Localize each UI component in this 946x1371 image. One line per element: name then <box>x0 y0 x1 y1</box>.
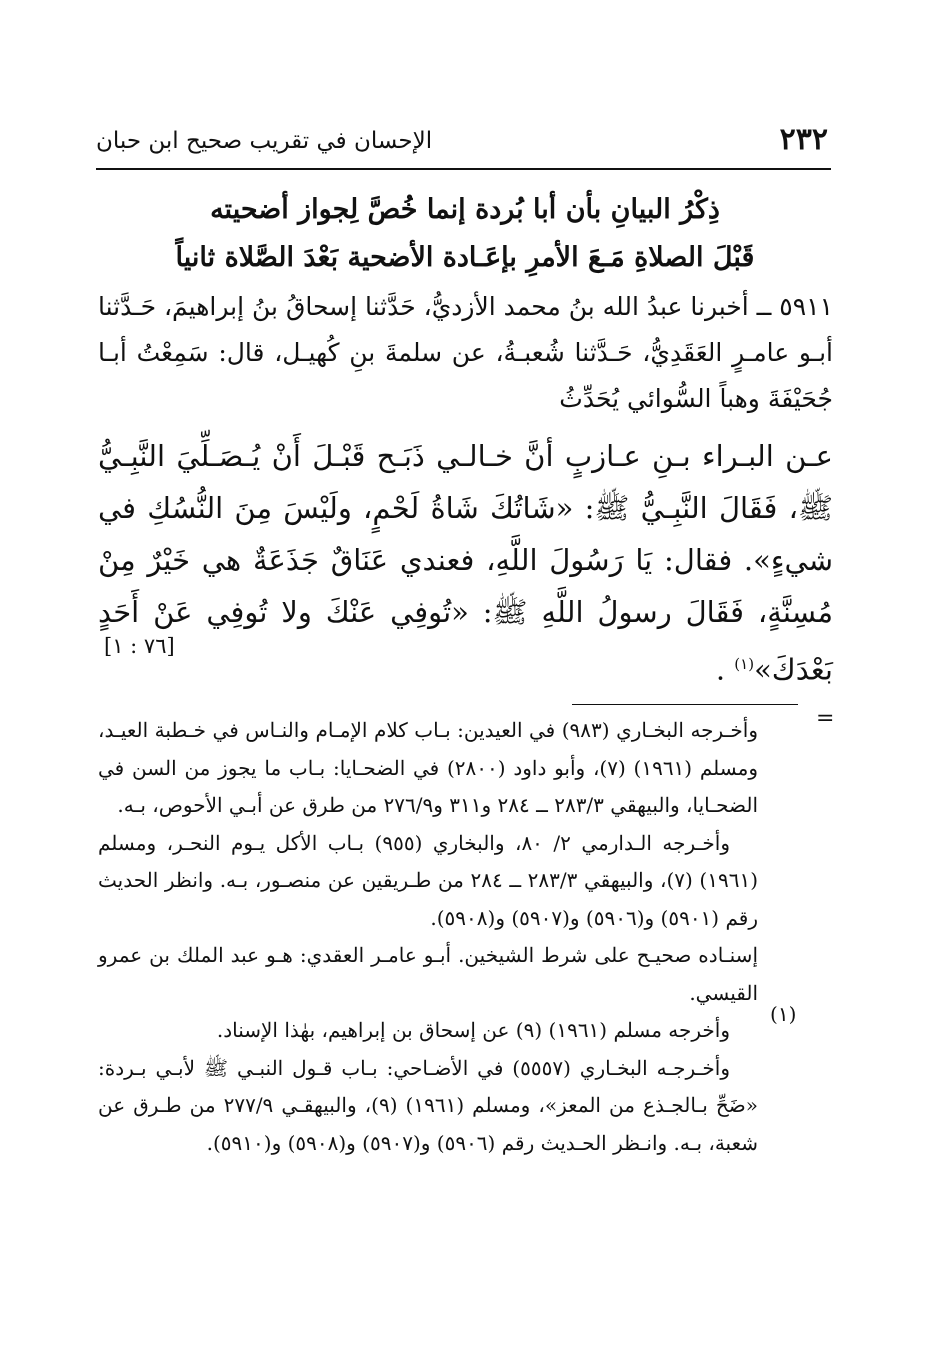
hadith-text <box>98 430 833 696</box>
footnote-paragraph: وأخـرجـه البخـاري (٥٥٥٧) في الأضـاحي: بـاب قـول النبـي ﷺ لأبـي بـردة: «ضَحِّ بـالجـذع من المعز»، ومسلم (١٩٦١) (٩)، والبيهقـي ٢٧٧/٩ من طـرق عن شعبة، بـه. وانـظر الحـديث رقم (٥٩٠٦) و(٥٩٠٧) و(٥٩٠٨) و(٥٩١٠). <box>98 1055 759 1155</box>
footnote-rule <box>572 704 798 705</box>
footnote-marker: (١) <box>734 655 755 673</box>
chapter-heading <box>100 186 830 282</box>
running-header <box>96 122 828 160</box>
hadith-reference: [٧٦ : ١] <box>104 634 175 658</box>
footnote-paragraph: وأخـرجه البخـاري (٩٨٣) في العيدين: بـاب كلام الإمـام والنـاس في خـطبة العيـد، ومسلم (١٩٦١) (٧)، وأبو داود (٢٨٠٠) في الضحـايا: بـاب ما يجوز من السن في الضحـايا، والبيهقي ٢٨٣/٣ ــ ٢٨٤ و٣١١ و٢٧٦/٩ من طرق عن أبـي الأحوص، بـه. <box>98 718 758 817</box>
page-number: ٢٣٢ <box>779 122 828 157</box>
hadith-chain: ٥٩١١ ــ أخبرنا عبدُ الله بنُ محمد الأزديُّ، حَدَّثنا إسحاقُ بنُ إبراهيمَ، حَـدَّثنا أبـو عامـرٍ العَقَدِيُّ، حَـدَّثنا شُعبـةُ، عن سلمةَ بنِ كُهيـل، قال: سَمِعْتُ أبـا جُحَيْفَةَ وهباً السُّوائي يُحَدِّثُ <box>98 292 833 413</box>
hadith-body: عـن البـراء بـنِ عـازبٍ أنَّ خـالـي ذَبَـح قَبْـلَ أَنْ يُـصَـلِّيَ النَّبِـيُّ ﷺ، فَقَالَ النَّبِـيُّ ﷺ: «شَاتُكَ شَاةُ لَحْمٍ، ولَيْسَ مِنَ النُّسُكِ في شيءٍ». فقال: يَا رَسُولَ اللَّهِ، فعندي عَنَاقٌ جَذَعَةٌ هي خَيْرٌ مِنْ مُسِنَّةٍ، فَقَالَ رسولُ اللَّهِ ﷺ: «تُوفِي عَنْكَ ولا تُوفِي عَنْ أَحَدٍ بَعْدَكَ» <box>98 439 833 687</box>
footnote-paragraph: وأخرجه مسلم (١٩٦١) (٩) عن إسحاق بن إبراهيم، بهٰذا الإسناد. <box>216 1018 730 1042</box>
footnote-paragraph: وأخـرجه الـدارمي ٢/ ٨٠، والبخاري (٩٥٥) بـاب الأكل يـوم النحـر، ومسلم (١٩٦١) (٧)، والبيهقي ٢٨٣/٣ ــ ٢٨٤ من طـريقين عن منصـور، بـه. وانظر الحديث رقم (٥٩٠١) و(٥٩٠٦) و(٥٩٠٧) و(٥٩٠٨). <box>98 830 758 930</box>
heading-line-1: ذِكْرُ البيانِ بأن أبا بُردة إنما خُصَّ لِجواز أضحيته <box>210 194 720 225</box>
footnote-paragraph: إسنـاده صحيـح على شرط الشيخين. أبـو عامـر العقدي: هـو عبد الملك بن عمرو القيسي. <box>98 943 758 1005</box>
footnote-number: (١) <box>770 1002 797 1026</box>
book-title: الإحسان في تقريب صحيح ابن حبان <box>96 128 433 154</box>
footnotes <box>98 712 758 1162</box>
header-rule <box>96 168 831 170</box>
full-stop: . <box>715 652 735 687</box>
heading-line-2: قَبْلَ الصلاةِ مَـعَ الأمرِ بإعَـادة الأضحية بَعْدَ الصَّلاة ثانياً <box>175 242 755 273</box>
carryover-mark: = <box>816 706 835 731</box>
